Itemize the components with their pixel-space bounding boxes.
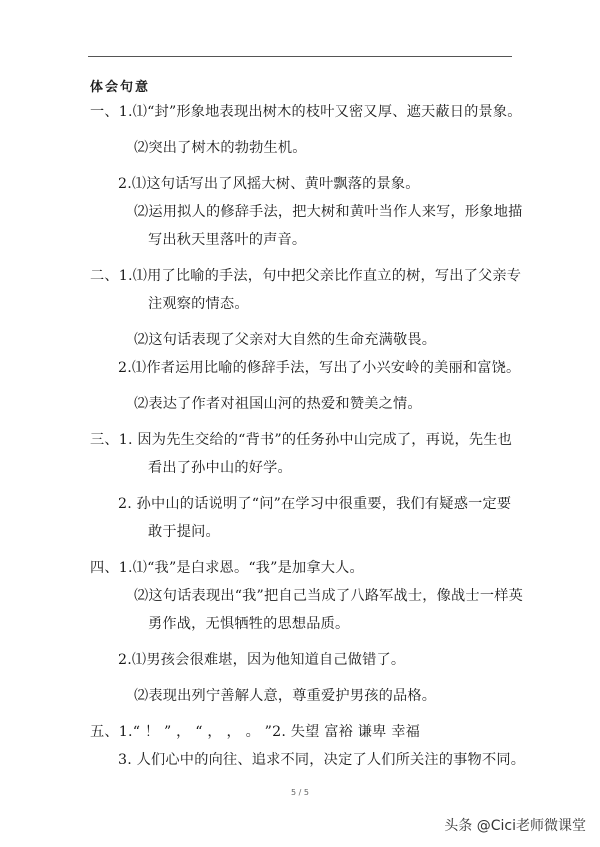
answer-line: 2.⑴作者运用比喻的修辞手法，写出了小兴安岭的美丽和富饶。 [118, 360, 521, 376]
answer-line: 五、1.“ ！ ” ， “ ， ， 。 ”2. 失望 富裕 谦卑 幸福 [90, 724, 421, 740]
answer-line: 2. 孙中山的话说明了“问”在学习中很重要，我们有疑惑一定要 [118, 496, 512, 512]
answer-line: 写出秋天里落叶的声音。 [148, 232, 307, 248]
answer-line: 敢于提问。 [148, 524, 220, 540]
answer-line: 三、1. 因为先生交给的“背书”的任务孙中山完成了，再说，先生也 [90, 432, 513, 448]
answer-line: 2.⑴男孩会很难堪，因为他知道自己做错了。 [118, 652, 406, 668]
answer-line: 注观察的情态。 [148, 296, 249, 312]
answer-line: 勇作战，无惧牺牲的思想品质。 [148, 616, 350, 632]
answer-line: ⑵表现出列宁善解人意，尊重爱护男孩的品格。 [134, 688, 437, 704]
page-number: 5 / 5 [291, 788, 309, 797]
answer-line: ⑵这句话表现了父亲对大自然的生命充满敬畏。 [134, 332, 437, 348]
answer-line: 2.⑴这句话写出了风摇大树、黄叶飘落的景象。 [118, 176, 420, 192]
answer-line: ⑵表达了作者对祖国山河的热爱和赞美之情。 [134, 396, 422, 412]
answer-line: ⑵这句话表现出“我”把自己当成了八路军战士，像战士一样英 [134, 588, 523, 604]
answer-line: 3. 人们心中的向往、追求不同，决定了人们所关注的事物不同。 [118, 752, 526, 768]
answer-line: ⑵突出了树木的勃勃生机。 [134, 140, 307, 156]
section-heading: 体会句意 [90, 80, 151, 95]
answer-line: 四、1.⑴“我”是白求恩。“我”是加拿大人。 [90, 560, 364, 576]
answer-line: 一、1.⑴“封”形象地表现出树木的枝叶又密又厚、遮天蔽日的景象。 [90, 104, 522, 120]
answer-line: 看出了孙中山的好学。 [148, 460, 292, 476]
header-rule [88, 56, 512, 57]
answer-line: 二、1.⑴用了比喻的手法，句中把父亲比作直立的树，写出了父亲专 [90, 268, 522, 284]
watermark: 头条 @Cici老师微课堂 [444, 818, 586, 834]
answer-line: ⑵运用拟人的修辞手法，把大树和黄叶当作人来写，形象地描 [134, 204, 523, 220]
